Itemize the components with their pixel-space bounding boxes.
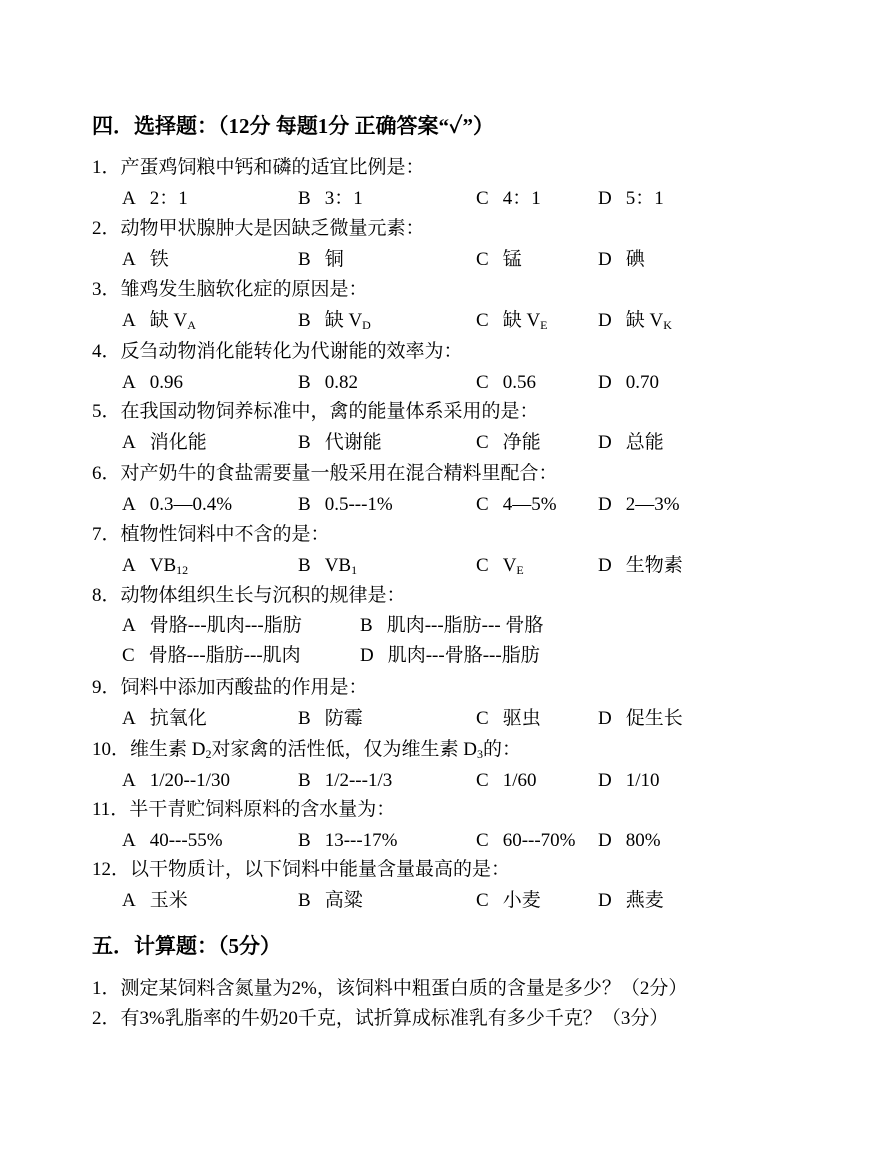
question-7-stem: 7．植物性饲料中不含的是： <box>92 524 330 545</box>
option-b[interactable] <box>298 371 358 395</box>
option-b[interactable] <box>298 431 382 455</box>
option-text: 80% <box>625 830 661 851</box>
question-10-stem <box>92 738 521 762</box>
option-c[interactable] <box>476 829 576 853</box>
question-2-stem: 2．动物甲状腺肿大是因缺乏微量元素： <box>92 218 425 239</box>
option-subscript: E <box>540 318 548 332</box>
question-12-stem: 12．以干物质计，以下饲料中能量含量最高的是： <box>92 859 511 880</box>
option-c[interactable] <box>476 309 548 333</box>
option-letter: C <box>476 555 489 576</box>
option-letter: C <box>476 188 489 209</box>
option-a[interactable] <box>122 554 188 578</box>
section-5-title: 五．计算题：（5分） <box>92 934 281 958</box>
option-letter: D <box>598 494 612 515</box>
options-row <box>0 493 884 517</box>
option-text: 锰 <box>502 249 522 270</box>
option-b[interactable] <box>298 554 357 578</box>
option-d[interactable] <box>598 431 664 455</box>
option-letter: C <box>476 708 489 729</box>
options-row <box>0 889 884 913</box>
option-letter: A <box>122 249 136 270</box>
option-a[interactable] <box>122 889 188 913</box>
option-subscript: K <box>663 318 672 332</box>
option-c[interactable] <box>476 248 522 272</box>
option-letter: B <box>298 310 311 331</box>
option-letter: C <box>476 249 489 270</box>
option-letter: B <box>298 188 311 209</box>
option-letter: D <box>598 188 612 209</box>
option-text: 缺 V <box>324 310 363 331</box>
options-row <box>0 371 884 395</box>
option-text: VB <box>324 555 352 576</box>
option-letter: B <box>298 494 311 515</box>
question-5-stem: 5．在我国动物饲养标准中，禽的能量体系采用的是： <box>92 401 539 422</box>
option-letter: A <box>122 555 136 576</box>
option-c[interactable] <box>476 371 536 395</box>
option-d[interactable] <box>598 889 664 913</box>
option-text: 1/60 <box>502 770 537 791</box>
option-letter: D <box>598 432 612 453</box>
option-b[interactable] <box>298 769 392 793</box>
option-letter: C <box>476 432 489 453</box>
options-row <box>0 614 884 638</box>
option-a[interactable] <box>122 769 230 793</box>
options-row <box>0 431 884 455</box>
option-c[interactable] <box>476 554 524 578</box>
option-text: 生物素 <box>625 555 683 576</box>
option-text: 铁 <box>149 249 169 270</box>
option-text: 肌肉---骨胳---脂肪 <box>387 645 540 666</box>
option-letter: B <box>298 249 311 270</box>
option-d[interactable] <box>598 769 660 793</box>
option-text: 0.70 <box>625 372 659 393</box>
option-text: 消化能 <box>149 432 207 453</box>
option-b[interactable] <box>298 248 344 272</box>
option-letter: B <box>298 372 311 393</box>
option-d[interactable] <box>598 187 664 211</box>
options-row <box>0 769 884 793</box>
option-letter: D <box>598 708 612 729</box>
option-text: 0.82 <box>324 372 358 393</box>
option-subscript: D <box>362 318 371 332</box>
option-text: 防霉 <box>324 708 363 729</box>
option-c[interactable] <box>476 187 541 211</box>
options-row <box>0 829 884 853</box>
option-a[interactable] <box>122 431 207 455</box>
section-4-title: 四．选择题：（12分 每题1分 正确答案“✓”） <box>92 114 495 138</box>
option-text: 13---17% <box>324 830 398 851</box>
option-c[interactable] <box>476 431 541 455</box>
option-text: 0.3—0.4% <box>149 494 233 515</box>
options-row <box>0 187 884 211</box>
option-a[interactable] <box>122 614 302 638</box>
question-9-stem: 9．饲料中添加丙酸盐的作用是： <box>92 677 368 698</box>
option-b[interactable] <box>360 614 543 638</box>
option-text: 总能 <box>625 432 664 453</box>
stem-text: 10．维生素 D <box>92 739 206 760</box>
option-text: 4—5% <box>502 494 557 515</box>
option-letter: B <box>298 890 311 911</box>
option-subscript: 1 <box>351 563 358 577</box>
option-text: V <box>502 555 517 576</box>
option-letter: C <box>476 310 489 331</box>
stem-text: 对家禽的活性低，仅为维生素 D <box>211 739 477 760</box>
option-b[interactable] <box>298 187 363 211</box>
option-letter: D <box>598 310 612 331</box>
option-a[interactable] <box>122 829 223 853</box>
option-subscript: 12 <box>176 563 189 577</box>
option-d[interactable] <box>598 493 680 517</box>
option-text: 骨胳---肌肉---脂肪 <box>149 615 302 636</box>
question-3-stem: 3．雏鸡发生脑软化症的原因是： <box>92 279 368 300</box>
option-text: 碘 <box>625 249 645 270</box>
option-letter: A <box>122 890 136 911</box>
option-d[interactable] <box>598 371 659 395</box>
option-d[interactable] <box>598 707 683 731</box>
option-text: 小麦 <box>502 890 541 911</box>
option-text: 铜 <box>324 249 344 270</box>
option-text: 高粱 <box>324 890 363 911</box>
option-text: 燕麦 <box>625 890 664 911</box>
option-text: 2：1 <box>149 188 188 209</box>
option-text: 5：1 <box>625 188 664 209</box>
option-letter: A <box>122 432 136 453</box>
calc-question-1: 1．测定某饲料含氮量为2%，该饲料中粗蛋白质的含量是多少？（2分） <box>92 978 688 999</box>
option-letter: B <box>298 555 311 576</box>
option-text: 40---55% <box>149 830 223 851</box>
option-letter: C <box>476 770 489 791</box>
option-c[interactable] <box>476 493 557 517</box>
option-letter: D <box>598 555 612 576</box>
option-a[interactable] <box>122 187 188 211</box>
option-b[interactable] <box>298 493 393 517</box>
options-row <box>0 248 884 272</box>
option-text: 0.96 <box>149 372 183 393</box>
stem-subscript: 2 <box>205 747 212 761</box>
option-d[interactable] <box>360 644 540 668</box>
option-letter: D <box>598 372 612 393</box>
option-text: 4：1 <box>502 188 541 209</box>
option-letter: D <box>360 645 374 666</box>
option-text: 60---70% <box>502 830 576 851</box>
question-6-stem: 6．对产奶牛的食盐需要量一般采用在混合精料里配合： <box>92 463 558 484</box>
option-text: 3：1 <box>324 188 363 209</box>
option-letter: C <box>476 494 489 515</box>
options-row <box>0 554 884 578</box>
option-text: 1/10 <box>625 770 660 791</box>
option-d[interactable] <box>598 829 661 853</box>
option-a[interactable] <box>122 707 207 731</box>
option-d[interactable] <box>598 309 672 333</box>
option-letter: C <box>476 890 489 911</box>
option-text: 抗氧化 <box>149 708 207 729</box>
option-b[interactable] <box>298 309 371 333</box>
option-letter: A <box>122 188 136 209</box>
option-a[interactable] <box>122 248 169 272</box>
question-8-stem: 8．动物体组织生长与沉积的规律是： <box>92 585 406 606</box>
option-text: 缺 V <box>625 310 664 331</box>
option-letter: D <box>598 830 612 851</box>
option-text: 2—3% <box>625 494 680 515</box>
question-11-stem: 11．半干青贮饲料原料的含水量为： <box>92 799 396 820</box>
option-letter: A <box>122 830 136 851</box>
stem-subscript: 3 <box>476 747 483 761</box>
options-row <box>0 309 884 333</box>
option-text: 0.5---1% <box>324 494 393 515</box>
option-c[interactable] <box>476 707 541 731</box>
option-letter: A <box>122 770 136 791</box>
option-letter: D <box>598 249 612 270</box>
option-text: 缺 V <box>502 310 541 331</box>
options-row <box>0 707 884 731</box>
option-c[interactable] <box>122 644 301 668</box>
option-letter: C <box>476 830 489 851</box>
option-text: 肌肉---脂肪--- 骨胳 <box>386 615 544 636</box>
option-letter: D <box>598 890 612 911</box>
option-text: 0.56 <box>502 372 536 393</box>
option-c[interactable] <box>476 889 541 913</box>
question-1-stem: 1．产蛋鸡饲粮中钙和磷的适宜比例是： <box>92 157 425 178</box>
option-subscript: A <box>187 318 196 332</box>
option-d[interactable] <box>598 248 645 272</box>
option-letter: B <box>360 615 373 636</box>
option-d[interactable] <box>598 554 683 578</box>
option-text: 缺 V <box>149 310 188 331</box>
option-letter: B <box>298 432 311 453</box>
option-letter: A <box>122 372 136 393</box>
option-a[interactable] <box>122 309 196 333</box>
calc-question-2: 2．有3%乳脂率的牛奶20千克，试折算成标准乳有多少千克？（3分） <box>92 1008 669 1029</box>
option-letter: A <box>122 615 136 636</box>
option-subscript: E <box>516 563 524 577</box>
question-4-stem: 4．反刍动物消化能转化为代谢能的效率为： <box>92 341 463 362</box>
option-text: 驱虫 <box>502 708 541 729</box>
option-text: 促生长 <box>625 708 683 729</box>
option-text: 净能 <box>502 432 541 453</box>
option-text: VB <box>149 555 177 576</box>
option-letter: C <box>476 372 489 393</box>
option-letter: A <box>122 494 136 515</box>
stem-text: 的： <box>482 739 521 760</box>
option-letter: B <box>298 830 311 851</box>
option-b[interactable] <box>298 829 398 853</box>
options-row <box>0 644 884 668</box>
option-b[interactable] <box>298 889 363 913</box>
option-letter: D <box>598 770 612 791</box>
option-letter: A <box>122 708 136 729</box>
option-text: 玉米 <box>149 890 188 911</box>
option-a[interactable] <box>122 493 232 517</box>
option-a[interactable] <box>122 371 183 395</box>
option-letter: B <box>298 708 311 729</box>
option-letter: B <box>298 770 311 791</box>
option-b[interactable] <box>298 707 363 731</box>
option-text: 1/20--1/30 <box>149 770 230 791</box>
option-text: 骨胳---脂肪---肌肉 <box>148 645 301 666</box>
option-letter: A <box>122 310 136 331</box>
option-text: 代谢能 <box>324 432 382 453</box>
option-text: 1/2---1/3 <box>324 770 393 791</box>
option-c[interactable] <box>476 769 536 793</box>
option-letter: C <box>122 645 135 666</box>
